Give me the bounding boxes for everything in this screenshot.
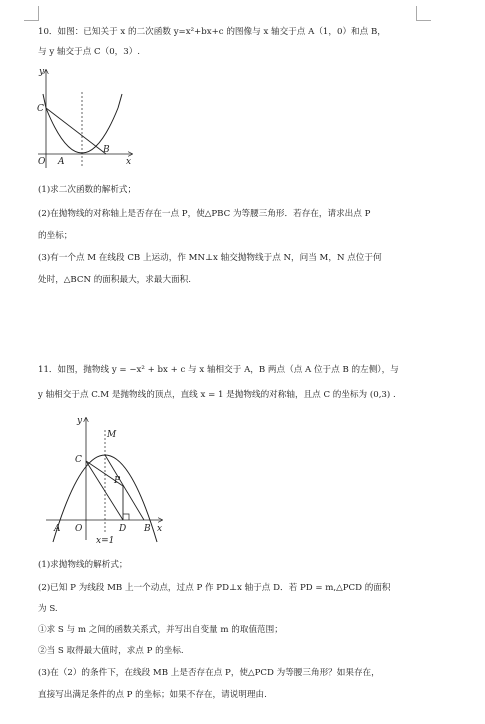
q11-part3-line2: 直接写出满足条件的点 P 的坐标；如果不存在，请说明理由. [38,690,267,700]
q10-part3-line2: 处时，△BCN 的面积最大，求最大面积. [38,275,191,285]
q10-part2-line2: 的坐标； [38,231,73,241]
q11-label-a: A [54,524,61,534]
q10-label-a: A [58,157,65,167]
q10-label-b: B [103,145,110,155]
q10-stem-line2: 与 y 轴交于点 C（0，3）. [38,47,141,57]
q11-part3-line1: (3)在（2）的条件下，在线段 MB 上是否存在点 P，使△PCD 为等腰三角形？如果存在， [38,668,380,678]
q11-part2-line2: 为 S. [38,604,58,614]
q11-stem-line1: 11．如图，抛物线 y = −x² + bx + c 与 x 轴相交于 A，B 两点（点 A 位于点 B 的左侧），与 [38,365,399,375]
q11-label-b: B [144,524,151,534]
crop-mark-top-right [416,6,431,21]
q10-stem-line1: 10．如图：已知关于 x 的二次函数 y=x²+bx+c 的图像与 x 轴交于点 A（1，0）和点 B， [38,27,386,37]
q10-segment-cb [46,108,106,154]
q10-label-x: x [126,157,132,167]
q11-segment-mb [105,455,144,520]
q11-segment-cd [86,461,123,520]
q11-label-o: O [75,524,83,534]
q11-right-angle-mark [123,514,129,520]
q10-part1: (1)求二次函数的解析式； [38,185,137,195]
q10-part3-line1: (3)有一个点 M 在线段 CB 上运动，作 MN⊥x 轴交抛物线于点 N，问当 M，N 点位于何 [38,253,382,263]
q10-part2-line1: (2)在抛物线的对称轴上是否存在一点 P，使△PBC 为等腰三角形．若存在，请求出点 P [38,209,371,219]
q11-label-m: M [107,430,117,440]
q11-label-p: P [114,476,121,486]
q11-figure [40,410,170,544]
q11-sub1: ①求 S 与 m 之间的函数关系式，并写出自变量 m 的取值范围； [38,625,283,635]
q11-label-y: y [77,416,83,426]
q11-label-x: x [157,524,163,534]
q11-stem-line2: y 轴相交于点 C.M 是抛物线的顶点，直线 x = 1 是抛物线的对称轴，且点 C 的坐标为 (0,3) . [38,390,396,400]
q10-figure [34,64,144,172]
q11-sub2: ②当 S 取得最大值时，求点 P 的坐标. [38,646,184,656]
q11-label-c: C [75,455,82,465]
q11-part1: (1)求抛物线的解析式； [38,560,128,570]
q11-part2-line1: (2)已知 P 为线段 MB 上一个动点，过点 P 作 PD⊥x 轴于点 D．若 PD = m,△PCD 的面积 [38,583,391,593]
q10-label-c: C [37,104,44,114]
q11-label-axis: x=1 [96,536,115,544]
q11-label-d: D [119,524,127,534]
crop-mark-top-left [24,6,39,21]
q10-label-o: O [38,157,46,167]
q10-parabola-right-arm [118,94,122,108]
q10-label-y: y [39,67,45,77]
